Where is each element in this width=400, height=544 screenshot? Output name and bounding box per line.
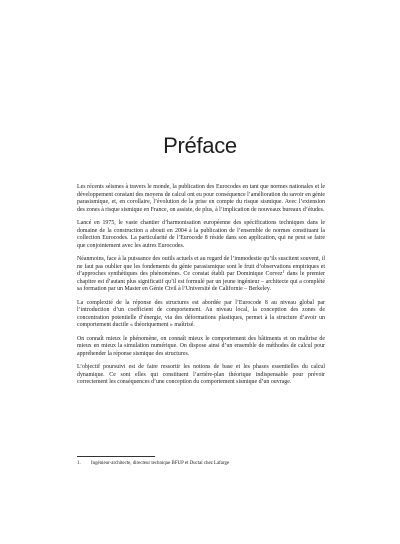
paragraph-5: On connaît mieux le phénomène, on connaît mieux le comportement des bâtiments et on maîtrise de mieux en mieux la simulation numérique. On dispose ainsi d’un ensemble de méthodes de calcul pour appréhender la réponse sismique des structures. [77,335,325,357]
paragraph-1: Les récents séismes à travers le monde, la publication des Eurocodes en tant que normes nationales et le développement constant des moyens de calcul ont eu pour conséquence l’amélioration du savoir en génie parasismique, et, en corollaire, l’évolution de la prise en compte du risque sismique. Avec l’extension des zones à risque sismique en France, on assiste, de plus, à l’implication de nouveaux bureaux d’études. [77,184,325,213]
footnote [77,461,325,467]
page-title: Préface [163,132,237,158]
preface-body [77,184,325,393]
paragraph-3-text: Néanmoins, face à la puissance des outils actuels et au regard de l’immodestie qu’ils suscitent souvent, il ne faut pas oublier que les fondements du génie parasismique sont le fruit d’observations empiriques et d’approches synthétiques des phénomènes. Ce constat établi par Dominique Corvez [77,256,325,277]
paragraph-3 [77,256,325,294]
footnote-reference[interactable]: 1 [282,269,285,274]
paragraph-6: L’objectif poursuivi est de faire ressortir les notions de base et les phases essentielles du calcul dynamique. Ce sont elles qui constituent l’arrière-plan théorique indispensable pour prévoir correctement les conséquences d’une conception du comportement sismique d’un ouvrage. [77,364,325,385]
footnote-number: 1. [77,461,81,466]
paragraph-4: La complexité de la réponse des structures est abordée par l’Eurocode 8 au niveau global par l’introduction d’un coefficient de comportement. Au niveau local, la conception des zones de concentration potentielle d’énergie, via des déformations plastiques, permet à la structure d’avoir un comportement ductile « théoriquement » maîtrisé. [77,299,325,328]
paragraph-3-text-continued: dans le premier chapitre est d’autant plus significatif qu’il est formulé par un jeune ingénieur – architecte qui a complété sa formation par un Master en Génie Civil à l’Université de Californie – Berkeley. [77,271,325,292]
footnote-text: Ingénieur-architecte, directeur technique BFUP et Ductal chez Lafarge [91,461,230,466]
paragraph-2: Lancé en 1975, le vaste chantier d’harmonisation européenne des spécifications techniques dans le domaine de la construction a abouti en 2004 à la publication de l’ensemble de normes constituant la collection Eurocodes. La particularité de l’Eurocode 8 réside dans son application, qui ne peut se faire que conjointement avec les autres Eurocodes. [77,220,325,249]
footnote-divider [77,456,155,457]
